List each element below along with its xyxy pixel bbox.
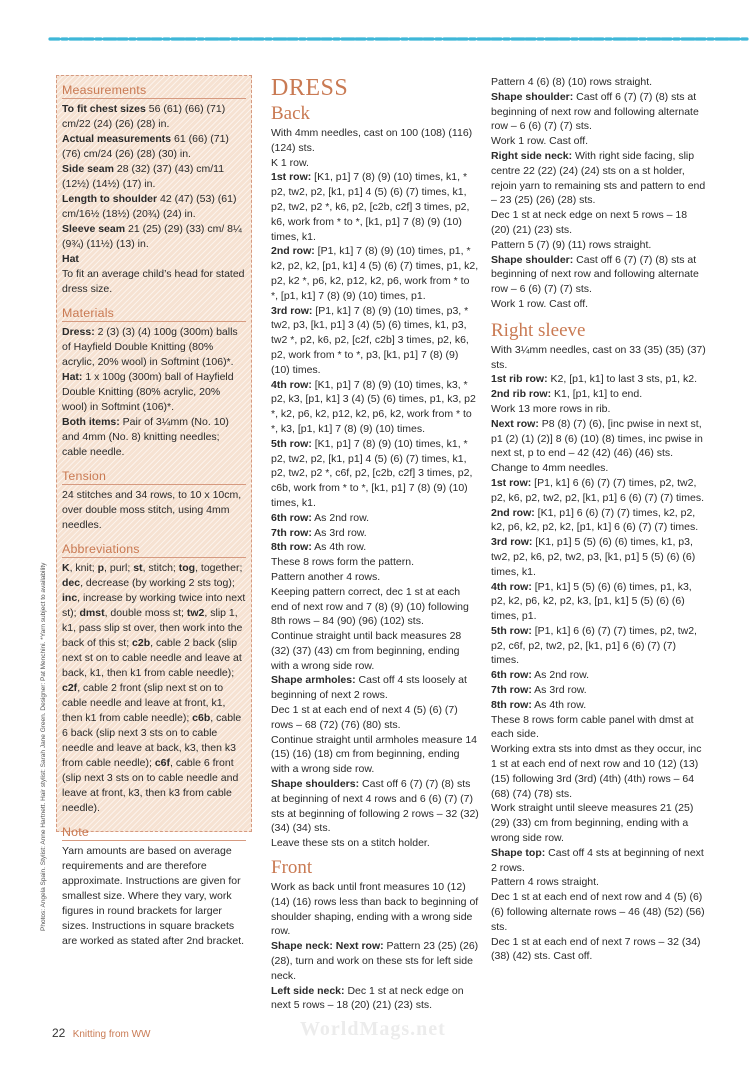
bold-term: 2nd rib row: [491,388,552,401]
text-run: Pattern 5 (7) (9) (11) rows straight. [491,238,652,251]
text-run: Pattern 4 rows straight. [491,876,599,889]
bold-term: c2b [132,637,151,649]
instruction-paragraph [271,170,479,244]
text-run: P8 (8) (7) (6), [inc pwise in next st, p1 (2) (1) (2)] 8 (6) (10) (8) times, inc pwise in next st, p to end – 42 (42) (46) (46) sts. [491,417,703,460]
text-run: Yarn amounts are based on average requirements and are therefore approximate. Instructions are given for smallest size. Where they vary, work figures in round brackets for larger sizes. Instructions in square brackets are worked as stated after 2nd bracket. [62,845,245,947]
bold-term: st [133,562,143,574]
text-run: Dec 1 st at each end of next 4 (5) (6) (7) rows – 68 (72) (76) (80) sts. [271,704,458,731]
instruction-paragraph [271,156,479,171]
instruction-paragraph [271,629,479,673]
sidebar-line [62,162,246,192]
bold-term: c2f [62,682,78,694]
instruction-paragraph [491,90,706,134]
instruction-paragraph [491,297,706,312]
pattern-column-2 [271,75,479,1013]
abbreviations-body [62,561,246,816]
right-sleeve-heading: Right sleeve [491,319,586,341]
bold-term: To fit chest sizes [62,103,146,115]
text-run: These 8 rows form cable panel with dmst at each side. [491,713,694,741]
text-run: , increase by working twice into next st); [62,592,246,619]
text-run: 24 stitches and 34 rows, to 10 x 10cm, over double moss stitch, using 4mm needles. [62,489,242,531]
text-run: [P1, k1] 6 (6) (7) (7) times, p2, tw2, p2, c6f, p2, tw2, p2, [k1, p1] 6 (6) (7) (7) times. [491,624,697,667]
bold-term: 5th row: [491,624,532,637]
bold-term: Sleeve seam [62,223,126,235]
text-run: 56 (61) (66) (71) cm/22 (24) (26) (28) in. [62,103,226,130]
text-run: As 2nd row. [311,511,370,524]
text-run: Leave these sts on a stitch holder. [271,837,430,850]
instruction-paragraph [271,880,479,939]
text-run: [K1, p1] 7 (8) (9) (10) times, k1, * p2, tw2, p2, [k1, p1] 4 (5) (6) (7) times, k1, p2, tw2, p2 *, c6f, p2, [c2b, c2f] 3 times, p2, c6b, work from * to *, [k1, p1] 7 (8) (9) (10) times, k1. [271,437,473,509]
bold-term: c6b [192,712,211,724]
bold-term: 8th row: [271,541,312,554]
text-run: , purl; [104,562,134,574]
bold-term: 7th row: [271,526,312,539]
bold-term: Shape armholes: [271,674,356,687]
text-run: With right side facing, slip centre 22 (22) (24) (24) sts on a st holder, rejoin yarn to remaining sts and pattern to end – 23 (25) (26) (28) sts. [491,149,706,207]
back-instructions [271,126,479,851]
instruction-paragraph [491,476,706,506]
sidebar-line [62,192,246,222]
instruction-paragraph [271,570,479,585]
bold-term: Hat [62,253,79,265]
bold-term: 1st rib row: [491,373,548,386]
text-run: , slip 1, k1, pass slip st over, then work into the back of this st; [62,607,243,649]
pattern-column-3 [491,75,706,964]
sidebar-line [62,102,246,132]
instruction-paragraph [491,253,706,297]
bold-term: K [62,562,70,574]
text-run: , knit; [69,562,98,574]
bold-term: dec [62,577,81,589]
sidebar-line [62,222,246,252]
text-run: Dec 1 st at neck edge on next 5 rows – 18 (20) (21) (23) sts. [271,984,464,1012]
tension-body [62,488,246,533]
bold-term: 7th row: [491,684,532,697]
page-footer [52,1026,151,1040]
instruction-paragraph [491,402,706,417]
bold-term: Side seam [62,163,114,175]
text-run: [P1, k1] 6 (6) (7) (7) times, p2, tw2, p2, k6, p2, tw2, p2, [k1, p1] 6 (6) (7) (7) times. [491,476,705,504]
text-run: Work as back until front measures 10 (12) (14) (16) rows less than back to beginning of shoulder shaping, ending with a wrong side row. [271,881,479,938]
text-run: , cable 6 back (slip next 3 sts on to cable needle and leave at back, k3, then k3 from cable needle); [62,712,242,769]
bold-term: Left side neck: [271,984,345,997]
text-run: Work 1 row. Cast off. [491,297,589,310]
bold-term: Right side neck: [491,149,573,162]
text-run: As 2nd row. [531,669,590,682]
text-run: [K1, p1] 7 (8) (9) (10) times, k3, * p2, k3, [p1, k1] 3 (4) (5) (6) times, p1, k3, p2 *, k2, p6, k2, p12, k2, p6, k2, work from * to *, k3, [p1, k1] 7 (8) (9) (10) times. [271,378,476,435]
photo-credits: Photos: Angela Spain. Stylist: Anne Hartnett. Hair stylist: Sarah Jane Green. Designer: Pat Menchini. *Yarn subject to availability [40,562,47,931]
instruction-paragraph [271,836,479,851]
instruction-paragraph [271,511,479,526]
text-run: As 4th row. [311,541,367,554]
materials-body [62,325,246,460]
tension-section [62,470,246,533]
instruction-paragraph [491,846,706,876]
instruction-paragraph [491,713,706,743]
bold-term: 6th row: [491,669,532,682]
text-run: [K1, p1] 6 (6) (7) (7) times, k2, p2, k2, p6, k2, p2, k2, [p1, k1] 6 (6) (7) (7) times. [491,506,699,534]
bold-term: inc [62,592,78,604]
instruction-paragraph [491,506,706,536]
instruction-paragraph [491,875,706,890]
instruction-paragraph [491,238,706,253]
instruction-paragraph [491,134,706,149]
front-continued-instructions [491,75,706,312]
bold-term: Shape shoulder: [491,90,574,103]
instruction-paragraph [271,777,479,836]
instruction-paragraph [491,387,706,402]
text-run: [K1, p1] 5 (5) (6) (6) times, k1, p3, tw2, p2, k6, p2, tw2, p3, [k1, p1] 5 (5) (6) (6) times, k1. [491,536,696,578]
instruction-paragraph [491,668,706,683]
sidebar-line [62,370,246,415]
text-run: Pattern 4 (6) (8) (10) rows straight. [491,76,653,88]
instruction-paragraph [271,585,479,629]
bold-term: Shape shoulders: [271,778,360,791]
text-run: Cast off 6 (7) (7) (8) sts at beginning of next 4 rows and 6 (6) (7) (7) sts at beginning of following 2 rows – 32 (32) (34) (34) sts. [271,778,479,835]
sidebar-line [62,325,246,370]
text-run: [P1, k1] 7 (8) (9) (10) times, p1, * k2, p2, k2, [p1, k1] 4 (5) (6) (7) times, p1, k2, p2, k2 *, p6, k2, p12, k2, p6, work from * to *, [p1, k1] 7 (8) (9) (10) times, p1. [271,245,479,302]
text-run: Keeping pattern correct, dec 1 st at each end of next row and 7 (8) (9) (10) following 8th rows – 84 (90) (96) (102) sts. [271,585,469,628]
instruction-paragraph [271,733,479,777]
tension-heading: Tension [62,469,107,483]
instruction-paragraph [491,935,706,965]
instruction-paragraph [491,683,706,698]
text-run: These 8 rows form the pattern. [271,556,414,569]
bold-term: Shape neck: Next row: [271,940,384,953]
instruction-paragraph [491,208,706,238]
instruction-paragraph [491,535,706,579]
text-run: Continue straight until armholes measure 14 (15) (16) (18) cm from beginning, ending with a wrong side row. [271,733,478,776]
materials-section [62,307,246,460]
text-run: Dec 1 st at neck edge on next 5 rows – 18 (20) (21) (23) sts. [491,209,688,236]
instruction-paragraph [271,555,479,570]
text-run: 61 (66) (71) (76) cm/24 (26) (28) (30) in. [62,133,229,160]
bold-term: Both items: [62,416,120,428]
text-run: K2, [p1, k1] to last 3 sts, p1, k2. [547,373,698,386]
text-run: Cast off 4 sts at beginning of next 2 rows. [491,846,704,874]
text-run: K 1 row. [271,156,309,169]
text-run: Dec 1 st at each end of next row and 4 (5) (6) (6) following alternate rows – 46 (48) (52) (56) sts. [491,891,705,933]
text-run: Pattern another 4 rows. [271,570,381,583]
text-run: , cable 6 front (slip next 3 sts on to cable needle and leave at front, k3, then k3 from cable needle). [62,757,239,814]
text-run: , decrease (by working 2 sts tog); [80,577,235,589]
sidebar-line [62,252,246,267]
instruction-paragraph [271,526,479,541]
instruction-paragraph [271,437,479,511]
front-heading: Front [271,857,313,879]
text-run: With 3¼mm needles, cast on 33 (35) (35) (37) sts. [491,343,706,371]
instruction-paragraph [271,540,479,555]
measurements-section [62,84,246,297]
bold-term: Dress: [62,326,95,338]
text-run: Continue straight until back measures 28 (32) (37) (43) cm from beginning, ending with a wrong side row. [271,630,462,672]
text-run: , double moss st; [104,607,187,619]
bold-term: 2nd row: [271,245,315,258]
instruction-paragraph [271,378,479,437]
text-run: [P1, k1] 5 (5) (6) (6) times, p1, k3, p2, k2, p6, k2, p2, k3, [p1, k1] 5 (5) (6) (6) times, p1. [491,580,692,623]
text-run: Cast off 4 sts loosely at beginning of next 2 rows. [271,674,467,702]
text-run: As 4th row. [531,698,587,711]
bold-term: tw2 [186,607,205,619]
text-run: K1, [p1, k1] to end. [551,388,643,401]
bold-term: c6f [154,757,170,769]
instruction-paragraph [491,417,706,461]
instruction-paragraph [491,75,706,90]
note-heading: Note [62,825,89,839]
abbreviations-heading: Abbreviations [62,542,140,556]
text-run: Work 1 row. Cast off. [491,135,589,148]
sidebar-line [62,267,246,297]
sidebar-line [62,415,246,460]
text-run: , together; [195,562,243,574]
text-run: [K1, p1] 7 (8) (9) (10) times, k1, * p2, tw2, p2, [k1, p1] 4 (5) (6) (7) times, k1, p2, tw2, p2 *, k6, p2, [c2b, c2f] 3 times, p2, k6, work from * to *, [k1, p1] 7 (8) (9) (10) times, k1. [271,171,470,243]
bold-term: 4th row: [491,580,532,593]
text-run: Pattern 23 (25) (26) (28), turn and work on these sts for left side neck. [271,940,479,982]
text-run: As 3rd row. [531,684,587,697]
note-section [62,826,246,949]
top-dashed-rule [48,34,750,44]
text-run: Work straight until sleeve measures 21 (25) (29) (33) cm from beginning, ending with a wrong side row. [491,802,694,845]
front-instructions [271,880,479,1013]
bold-term: Length to shoulder [62,193,158,205]
instruction-paragraph [271,939,479,983]
bold-term: Next row: [491,417,539,430]
instruction-paragraph [491,624,706,668]
watermark: WorldMags.net [300,1018,446,1040]
bold-term: 8th row: [491,698,532,711]
instruction-paragraph [491,698,706,713]
instruction-paragraph [491,372,706,387]
bold-term: 1st row: [491,476,532,489]
bold-term: 1st row: [271,171,312,184]
text-run: , cable 2 back (slip next st on to cable needle and leave at back, k1, then k1 from cable needle); [62,637,242,679]
instruction-paragraph [271,244,479,303]
text-run: , stitch; [142,562,179,574]
instruction-paragraph [271,984,479,1014]
bold-term: tog [178,562,196,574]
sidebar-line [62,132,246,162]
bold-term: Shape top: [491,846,546,859]
bold-term: 5th row: [271,437,312,450]
right-sleeve-instructions [491,343,706,964]
instruction-paragraph [491,343,706,373]
bold-term: 3rd row: [271,304,313,317]
text-run: Pair of 3¼mm (No. 10) and 4mm (No. 8) knitting needles; cable needle. [62,416,229,458]
text-run: Cast off 6 (7) (7) (8) sts at beginning of next row and following alternate row – 6 (6) (7) (7) sts. [491,253,699,296]
measurements-heading: Measurements [62,83,147,97]
specs-sidebar [56,75,252,947]
text-run: 2 (3) (3) (4) 100g (300m) balls of Hayfield Double Knitting (80% acrylic, 20% wool) in Softmint (106)*. [62,326,238,368]
bold-term: 2nd row: [491,506,535,519]
bold-term: p [97,562,105,574]
text-run: Dec 1 st at each end of next 7 rows – 32 (34) (38) (42) sts. Cast off. [491,935,701,963]
bold-term: Actual measurements [62,133,172,145]
sidebar-line [62,844,246,949]
instruction-paragraph [491,890,706,934]
text-run: Working extra sts into dmst as they occur, inc 1 st at each end of next row and 10 (12) (13) (15) following 3rd (3rd) (4th) (4th) rows – 64 (68) (74) (78) sts. [491,743,702,800]
back-heading: Back [271,103,311,124]
instruction-paragraph [271,703,479,733]
dress-title: DRESS [271,75,349,101]
measurements-body [62,102,246,297]
abbreviations-section [62,543,246,816]
instruction-paragraph [491,461,706,476]
text-run: [P1, k1] 7 (8) (9) (10) times, p3, * tw2, p3, [k1, p1] 3 (4) (5) (6) times, k1, p3, tw2 *, p2, k6, p2, [c2f, c2b] 3 times, p2, k6, p2, work from * to *, p3, [k1, p1] 7 (8) (9) (10) times. [271,304,469,376]
sidebar-line [62,488,246,533]
instruction-paragraph [491,742,706,801]
instruction-paragraph [491,149,706,208]
page-number: 22 [52,1026,66,1040]
bold-term: 6th row: [271,511,312,524]
instruction-paragraph [491,801,706,845]
materials-heading: Materials [62,306,115,320]
text-run: Change to 4mm needles. [491,462,609,475]
text-run: Cast off 6 (7) (7) (8) sts at beginning of next row and following alternate row – 6 (6) (7) (7) sts. [491,90,699,133]
bold-term: 4th row: [271,378,312,391]
instruction-paragraph [271,126,479,156]
instruction-paragraph [271,304,479,378]
text-run: 28 (32) (37) (43) cm/11 (12½) (14½) (17) in. [62,163,225,190]
bold-term: Shape shoulder: [491,253,574,266]
instruction-paragraph [491,580,706,624]
text-run: 1 x 100g (300m) ball of Hayfield Double Knitting (80% acrylic, 20% wool) in Softmint (106)*. [62,371,234,413]
text-run: With 4mm needles, cast on 100 (108) (116) (124) sts. [271,127,473,154]
bold-term: dmst [79,607,105,619]
text-run: To fit an average child’s head for stated dress size. [62,268,245,295]
publication-name: Knitting from WW [72,1029,151,1040]
text-run: As 3rd row. [311,526,367,539]
text-run: , cable 2 front (slip next st on to cable needle and leave at front, k1, then k1 from cable needle); [62,682,226,724]
bold-term: Hat: [62,371,83,383]
text-run: Work 13 more rows in rib. [491,402,611,415]
text-run: 42 (47) (53) (61) cm/16½ (18½) (20¾) (24) in. [62,193,237,220]
bold-term: 3rd row: [491,536,533,549]
instruction-paragraph [271,673,479,703]
text-run: 21 (25) (29) (33) cm/ 8¼ (9¾) (11½) (13) in. [62,223,242,250]
note-body [62,844,246,949]
